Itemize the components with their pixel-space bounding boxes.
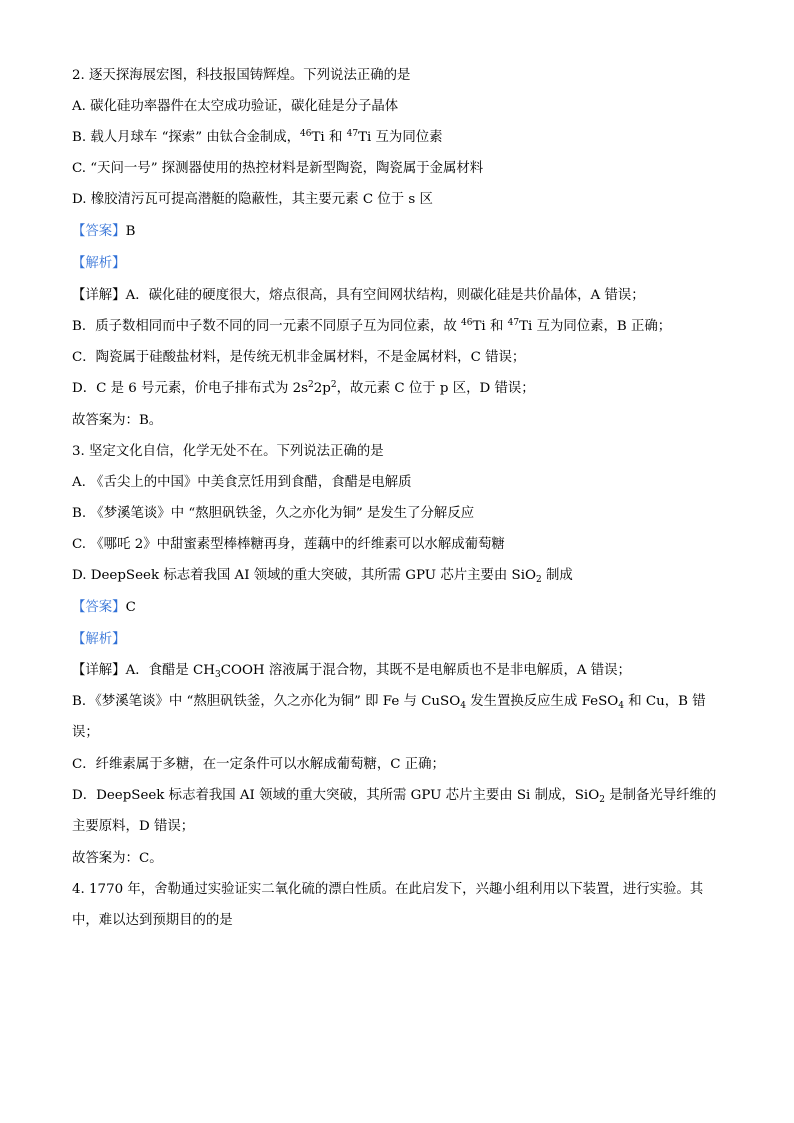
q3-option-b: B. 《梦溪笔谈》中 “熬胆矾铁釜，久之亦化为铜” 是发生了分解反应 [72,506,475,521]
q4-stem-line1: 4. 1770 年，舍勒通过实验证实二氧化硫的漂白性质。在此启发下，兴趣小组利用以下装置，进行实验。其 [72,882,704,897]
q2-explanation-c: C．陶瓷属于硅酸盐材料，是传统无机非金属材料，不是金属材料，C 错误； [72,350,526,365]
q3-explanation-a: 【详解】A．食醋是 $CH_3COOH$ 溶液属于混合物，其既不是电解质也不是非电解质，A 错误； [72,663,631,680]
q3-stem: 3. 坚定文化自信，化学无处不在。下列说法正确的是 [72,444,384,459]
q3-analysis-label: 【解析】 [72,632,126,647]
q2-conclusion: 故答案为：B。 [72,413,163,428]
q3-explanation-b: B．《梦溪笔谈》中 “熬胆矾铁釜，久之亦化为铜” 即 Fe 与 CuSO$_4$ 发生置换反应生成 FeSO$_4$ 和 Cu，B 错 [72,694,706,711]
q2-answer: 【答案】B [72,224,136,239]
q2-explanation-b: B．质子数相同而中子数不同的同一元素不同原子互为同位素，故 $^{46}$Ti 和 $^{47}$Ti 互为同位素，B 正确； [72,318,672,334]
q4-stem-line2: 中，难以达到预期目的的是 [72,913,233,928]
q3-explanation-d: D．DeepSeek 标志着我国 AI 领域的重大突破，其所需 GPU 芯片主要由 Si 制成，SiO$_2$ 是制备光导纤维的 [72,788,717,805]
q2-analysis-label: 【解析】 [72,256,126,271]
q2-option-a: A. 碳化硅功率器件在太空成功验证，碳化硅是分子晶体 [72,99,399,114]
q3-conclusion: 故答案为：C。 [72,851,163,866]
q3-option-a: A. 《舌尖上的中国》中美食烹饪用到食醋，食醋是电解质 [72,475,412,490]
q3-answer: 【答案】C [72,600,136,615]
q3-explanation-c: C．纤维素属于多糖，在一定条件可以水解成葡萄糖，C 正确； [72,757,445,772]
q3-option-c: C. 《哪吒 2》中甜蜜素型棒棒糖再身，莲藕中的纤维素可以水解成葡萄糖 [72,537,505,552]
q2-option-b: B. 载人月球车 “探索” 由钛合金制成，$^{46}$Ti 和 $^{47}$Ti 互为同位素 [72,129,443,145]
q3-explanation-b-cont: 误； [72,725,99,740]
q2-option-c: C. “天问一号” 探测器使用的热控材料是新型陶瓷，陶瓷属于金属材料 [72,161,484,176]
q3-explanation-d-cont: 主要原料，D 错误； [72,819,195,834]
q3-option-d: D. DeepSeek 标志着我国 AI 领域的重大突破，其所需 GPU 芯片主要由 SiO$_2$ 制成 [72,568,573,585]
q2-explanation-a: 【详解】A．碳化硅的硬度很大，熔点很高，具有空间网状结构，则碳化硅是共价晶体，A 错误； [72,288,645,303]
q2-option-d: D. 橡胶清污瓦可提高潜艇的隐蔽性，其主要元素 C 位于 s 区 [72,192,433,207]
q2-stem: 2. 逐天探海展宏图，科技报国铸辉煌。下列说法正确的是 [72,68,411,83]
q2-explanation-d: D．C 是 6 号元素，价电子排布式为 $2s^22p^2$，故元素 C 位于 p 区，D 错误； [72,380,535,396]
answer-label: 【答案】 [72,600,126,615]
answer-label: 【答案】 [72,224,126,239]
